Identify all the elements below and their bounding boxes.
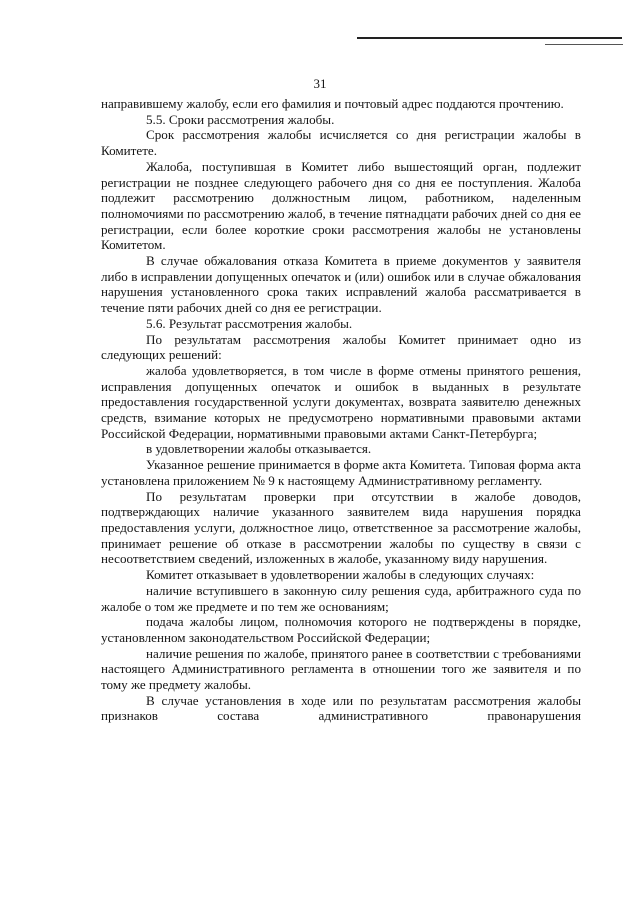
paragraph: Указанное решение принимается в форме акта Комитета. Типовая форма акта установлена приложением № 9 к настоящему Административному регламенту. xyxy=(101,457,581,488)
paragraph: Срок рассмотрения жалобы исчисляется со дня регистрации жалобы в Комитете. xyxy=(101,127,581,159)
list-item: жалоба удовлетворяется, в том числе в форме отмены принятого решения, исправления допущенных опечаток и ошибок в выданных в результате предоставления государственной услуги документах, возврата заявителю денежных средств, взимание которых не предусмотрено нормативными правовыми актами Российской Федерации, нормативными правовыми актами Санкт-Петербурга; xyxy=(101,362,581,441)
section-heading: 5.6. Результат рассмотрения жалобы. xyxy=(146,315,353,331)
paragraph: направившему жалобу, если его фамилия и почтовый адрес поддаются прочтению. xyxy=(101,96,564,111)
section-heading: 5.5. Сроки рассмотрения жалобы. xyxy=(146,111,335,127)
paragraph: В случае установления в ходе или по результатам рассмотрения жалобы признаков состава административного правонарушения xyxy=(101,692,581,724)
paragraph: В случае обжалования отказа Комитета в приеме документов у заявителя либо в исправлении допущенных опечаток и (или) ошибок или в случае обжалования нарушения установленного срока таких исправлений жалоба рассматривается в течение пяти рабочих дней со дня ее регистрации. xyxy=(101,253,581,316)
paragraph: По результатам проверки при отсутствии в жалобе доводов, подтверждающих наличие указанного заявителем вида нарушения порядка предоставления услуги, должностное лицо, ответственное за рассмотрение жалобы, принимает решение об отказе в рассмотрении жалобы по существу в связи с несоответствием сведений, изложенных в жалобе, указанному виду нарушения. xyxy=(101,488,581,567)
header-rule-secondary xyxy=(545,44,623,45)
page-number: 31 xyxy=(313,76,327,91)
header-rule xyxy=(357,37,622,39)
paragraph: Комитет отказывает в удовлетворении жалобы в следующих случаях: xyxy=(146,567,535,583)
paragraph: По результатам рассмотрения жалобы Комитет принимает одно из следующих решений: xyxy=(101,331,581,363)
paragraph: Жалоба, поступившая в Комитет либо вышестоящий орган, подлежит регистрации не позднее следующего рабочего дня со дня ее поступления. Жалоба подлежит рассмотрению должностным лицом, работником, наделенным полномочиями по рассмотрению жалоб, в течение пятнадцати рабочих дней со дня ее регистрации, если более короткие сроки рассмотрения жалобы не установлены Комитетом. xyxy=(101,158,581,253)
list-item: наличие вступившего в законную силу решения суда, арбитражного суда по жалобе о том же предмете и по тем же основаниям; xyxy=(101,582,581,614)
document-body xyxy=(101,96,581,724)
list-item: наличие решения по жалобе, принятого ранее в соответствии с требованиями настоящего Административного регламента в отношении того же заявителя и по тому же предмету жалобы. xyxy=(101,645,581,693)
list-item: подача жалобы лицом, полномочия которого не подтверждены в порядке, установленном законодательством Российской Федерации; xyxy=(101,614,581,645)
list-item: в удовлетворении жалобы отказывается. xyxy=(146,441,372,457)
